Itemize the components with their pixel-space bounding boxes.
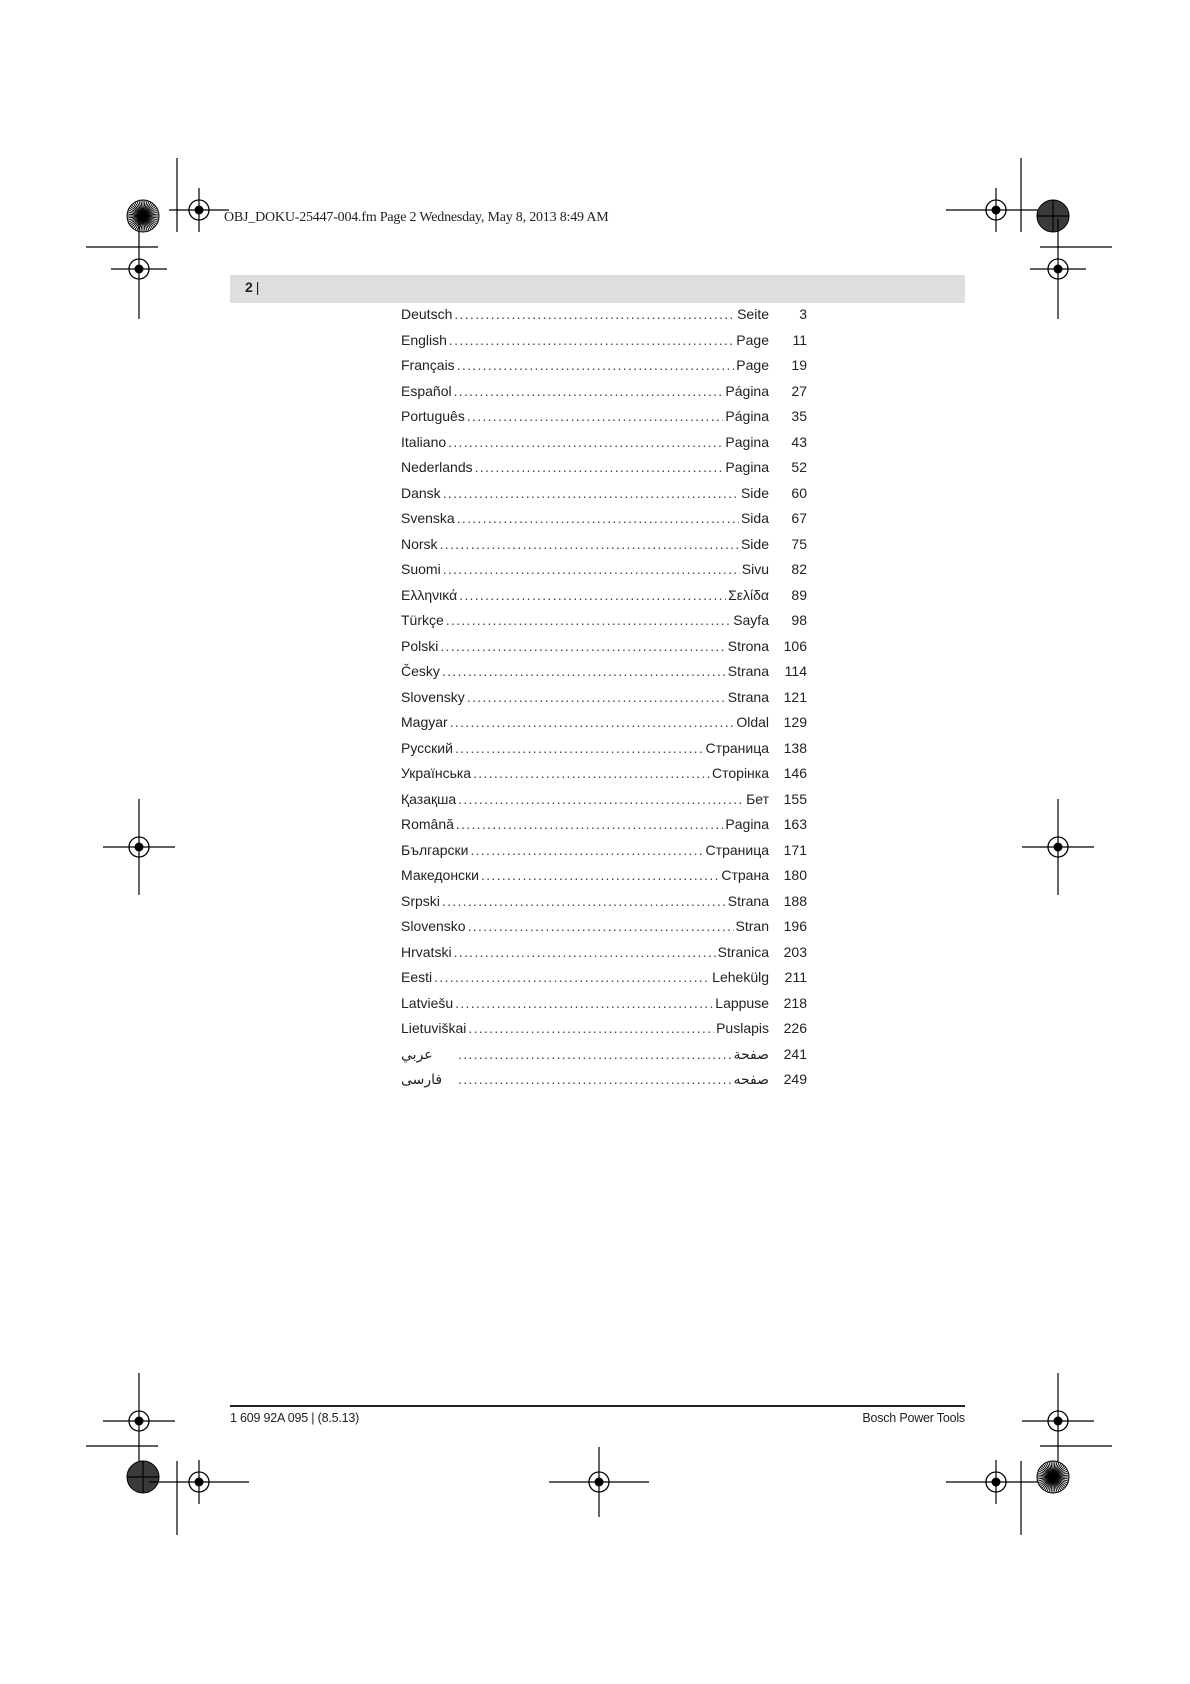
toc-entry: [401, 383, 807, 409]
toc-entry: [401, 995, 807, 1021]
toc-entry: [401, 765, 807, 791]
toc-leader-dots: [454, 306, 735, 322]
registration-dot: [595, 1478, 604, 1487]
toc-entry: [401, 434, 807, 460]
toc-leader-dots: [454, 944, 716, 960]
toc-entry: [401, 1046, 807, 1072]
toc-page-number: 163: [783, 816, 807, 832]
toc-page-number: 52: [791, 459, 807, 475]
toc-page-number: 196: [783, 918, 807, 934]
toc-page-number: 35: [791, 408, 807, 424]
toc-page-number: 249: [783, 1071, 807, 1087]
toc-leader-dots: [456, 816, 723, 832]
registration-dot: [135, 1417, 144, 1426]
toc-page-number: 129: [783, 714, 807, 730]
star-center: [1050, 1474, 1056, 1480]
registration-dot: [195, 1478, 204, 1487]
toc-leader-dots: [448, 434, 723, 450]
toc-entry: [401, 918, 807, 944]
toc-leader-dots: [458, 1046, 731, 1062]
toc-leader-dots: [443, 485, 739, 501]
toc-page-label: Sida: [740, 510, 769, 526]
footer-brand: Bosch Power Tools: [862, 1411, 965, 1425]
toc-page-label: Puslapis: [716, 1020, 769, 1036]
toc-page-number: 3: [799, 306, 807, 322]
file-slug: OBJ_DOKU-25447-004.fm Page 2 Wednesday, May 8, 2013 8:49 AM: [224, 210, 609, 225]
toc-entry: [401, 944, 807, 970]
toc-language: Français: [401, 357, 455, 373]
registration-dot: [135, 843, 144, 852]
toc-leader-dots: [458, 791, 744, 807]
toc-leader-dots: [440, 536, 739, 552]
toc-leader-dots: [467, 408, 724, 424]
toc-leader-dots: [454, 383, 724, 399]
toc-page-label: Seite: [737, 306, 769, 322]
toc-page-label: صفحه: [733, 1072, 769, 1088]
toc-page-label: Бет: [746, 790, 769, 807]
toc-page-label: Lehekülg: [712, 969, 769, 985]
toc-entry: [401, 1020, 807, 1046]
toc-page-label: Pagina: [725, 816, 769, 832]
toc-language: Ελληνικά: [401, 586, 458, 603]
toc-leader-dots: [434, 969, 710, 985]
toc-page-number: 43: [791, 433, 807, 450]
toc-language: Hrvatski: [401, 943, 452, 960]
toc-page-number: 188: [783, 892, 807, 909]
toc-page-number: 75: [791, 535, 807, 552]
toc-page-label: Pagina: [725, 459, 769, 475]
toc-leader-dots: [455, 995, 713, 1011]
toc-page-label: Página: [725, 408, 769, 424]
toc-page-number: 114: [784, 663, 807, 679]
toc-language: Русский: [401, 739, 453, 756]
registration-dot: [1054, 843, 1063, 852]
toc-page-label: Σελίδα: [728, 586, 769, 603]
toc-language: Slovensko: [401, 918, 466, 934]
toc-page-label: Pagina: [725, 433, 769, 450]
toc-entry: [401, 587, 807, 613]
toc-leader-dots: [442, 893, 726, 909]
toc-leader-dots: [467, 689, 726, 705]
toc-language: Português: [401, 408, 465, 424]
toc-page-label: Страница: [705, 739, 769, 756]
registration-dot: [1054, 265, 1063, 274]
toc-page-number: 89: [791, 586, 807, 603]
toc-language: Македонски: [401, 867, 479, 883]
toc-page-number: 98: [791, 612, 807, 628]
toc-language: Українська: [401, 765, 472, 781]
registration-dot: [992, 206, 1001, 215]
toc-language: Norsk: [401, 535, 438, 552]
star-center: [140, 213, 146, 219]
toc-page-label: Página: [725, 382, 769, 399]
registration-dot: [195, 206, 204, 215]
toc-page-number: 203: [783, 943, 807, 960]
toc-page-number: 211: [784, 969, 807, 985]
toc-entry: [401, 714, 807, 740]
toc-leader-dots: [440, 638, 725, 654]
toc-page-number: 138: [783, 739, 807, 756]
toc-language: Suomi: [401, 561, 441, 577]
toc-leader-dots: [458, 1071, 731, 1087]
toc-leader-dots: [468, 918, 734, 934]
registration-dot: [992, 1478, 1001, 1487]
registration-dot: [135, 265, 144, 274]
toc-language: Polski: [401, 637, 439, 654]
toc-page-label: Страница: [705, 841, 769, 858]
toc-leader-dots: [475, 459, 724, 475]
toc-entry: [401, 740, 807, 766]
footer-doc-id: 1 609 92A 095 | (8.5.13): [230, 1411, 360, 1425]
toc-page-number: 82: [791, 561, 807, 577]
registration-dot: [1054, 1417, 1063, 1426]
toc-leader-dots: [442, 663, 726, 679]
toc-entry: [401, 816, 807, 842]
footer-rule: [230, 1405, 965, 1407]
toc-page-label: Side: [740, 535, 769, 552]
toc-entry: [401, 459, 807, 485]
toc-page-number: 27: [791, 382, 807, 399]
toc-page-label: صفحة: [733, 1046, 769, 1063]
toc-page-number: 60: [791, 484, 807, 501]
toc-language: Česky: [401, 663, 440, 679]
toc-entry: [401, 510, 807, 536]
toc-entry: [401, 485, 807, 511]
toc-language: Қазақша: [401, 790, 457, 807]
toc-language: Svenska: [401, 510, 455, 526]
toc-language: Lietuviškai: [401, 1020, 467, 1036]
toc-page-number: 121: [783, 688, 807, 705]
toc-language: Türkçe: [401, 612, 444, 628]
toc-page-label: Side: [740, 484, 769, 501]
toc-entry: [401, 663, 807, 689]
toc-entry: [401, 689, 807, 715]
page-number-value: 2: [245, 279, 253, 295]
toc-page-number: 11: [792, 331, 807, 348]
toc-leader-dots: [449, 332, 734, 348]
toc-page-number: 241: [783, 1045, 807, 1062]
toc-entry: [401, 638, 807, 664]
toc-language: Dansk: [401, 484, 441, 501]
page-number: [245, 279, 259, 295]
toc-language: Deutsch: [401, 306, 453, 322]
toc-leader-dots: [450, 714, 735, 730]
toc-leader-dots: [457, 510, 739, 526]
toc-leader-dots: [455, 740, 704, 756]
toc-entry: [401, 867, 807, 893]
toc-language: Eesti: [401, 969, 433, 985]
toc-language: Български: [401, 841, 469, 858]
toc-page-number: 67: [791, 510, 807, 526]
header-bar: [230, 275, 965, 303]
toc-page-label: Page: [736, 357, 769, 373]
toc-page-number: 155: [783, 790, 807, 807]
toc-language: English: [401, 331, 447, 348]
toc-entry: [401, 612, 807, 638]
toc-language: Nederlands: [401, 459, 473, 475]
toc-page-label: Oldal: [736, 714, 769, 730]
toc-page-number: 171: [783, 841, 807, 858]
toc-entry: [401, 561, 807, 587]
toc-page-number: 218: [783, 994, 807, 1011]
toc-entry: [401, 357, 807, 383]
toc-page-label: Stran: [735, 918, 769, 934]
toc-page-label: Страна: [721, 867, 769, 883]
toc-language: عربي: [401, 1046, 433, 1063]
toc-language: Español: [401, 382, 452, 399]
toc-page-label: Сторінка: [712, 765, 769, 781]
toc-leader-dots: [470, 842, 703, 858]
toc-language: Italiano: [401, 433, 447, 450]
toc-page-label: Stranica: [717, 943, 769, 960]
toc-entry: [401, 969, 807, 995]
toc-entry: [401, 332, 807, 358]
toc-page-number: 180: [783, 867, 807, 883]
toc-language: Magyar: [401, 714, 448, 730]
toc-leader-dots: [481, 867, 719, 883]
toc-leader-dots: [468, 1020, 714, 1036]
toc-page-label: Sivu: [741, 561, 769, 577]
toc-page-number: 146: [783, 765, 807, 781]
toc-language: فارسی: [401, 1072, 443, 1088]
toc-entry: [401, 408, 807, 434]
toc-language: Srpski: [401, 892, 440, 909]
toc-language: Slovensky: [401, 688, 465, 705]
toc-entry: [401, 842, 807, 868]
toc-entry: [401, 1071, 807, 1097]
table-of-contents: [401, 306, 807, 1097]
toc-page-number: 19: [791, 357, 807, 373]
toc-leader-dots: [446, 612, 731, 628]
page-number-separator: |: [255, 279, 260, 295]
toc-page-label: Page: [736, 331, 769, 348]
toc-page-label: Sayfa: [733, 612, 769, 628]
toc-page-label: Lappuse: [715, 994, 769, 1011]
toc-page-label: Strana: [727, 688, 769, 705]
toc-leader-dots: [443, 561, 740, 577]
toc-entry: [401, 306, 807, 332]
toc-leader-dots: [457, 357, 735, 373]
toc-language: Latviešu: [401, 994, 454, 1011]
toc-page-label: Strona: [727, 637, 769, 654]
toc-entry: [401, 536, 807, 562]
toc-entry: [401, 791, 807, 817]
toc-page-number: 226: [783, 1020, 807, 1036]
toc-leader-dots: [459, 587, 726, 603]
toc-language: Română: [401, 816, 454, 832]
toc-leader-dots: [473, 765, 710, 781]
toc-page-label: Strana: [727, 892, 769, 909]
toc-entry: [401, 893, 807, 919]
toc-page-number: 106: [783, 637, 807, 654]
toc-page-label: Strana: [727, 663, 769, 679]
